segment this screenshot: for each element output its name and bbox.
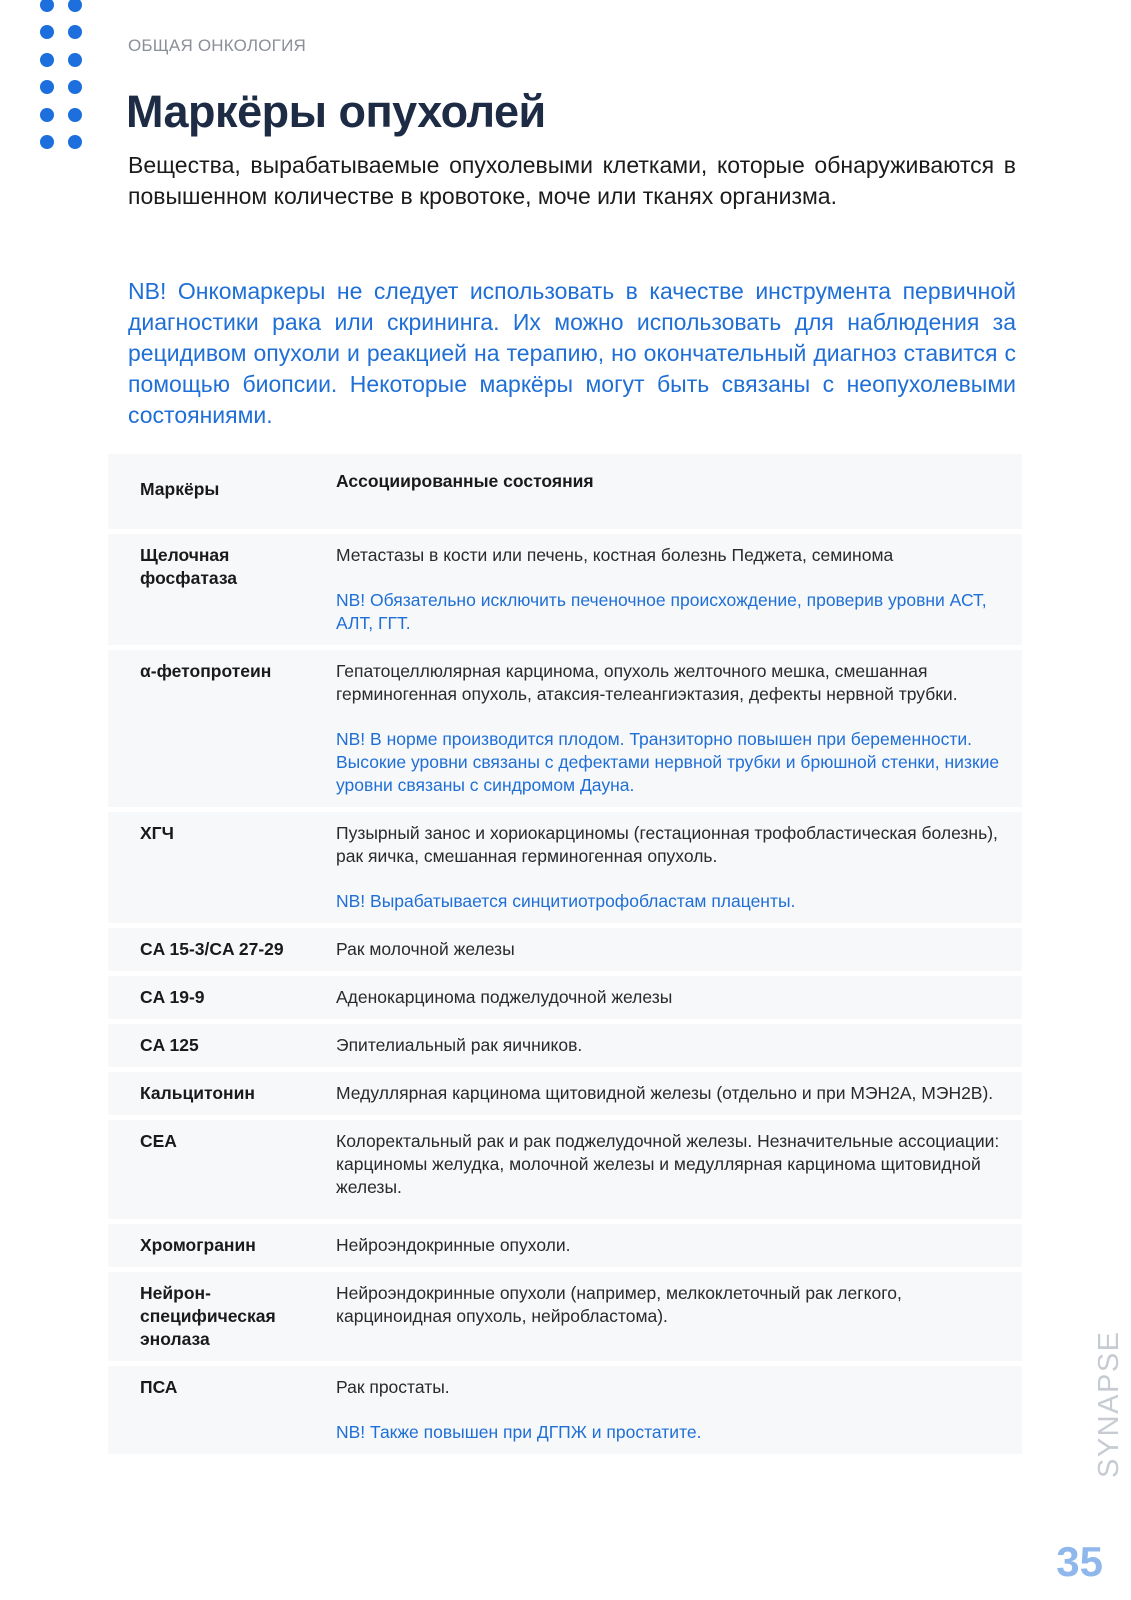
markers-table <box>108 454 1022 1459</box>
row-nb-note: NB! Вырабатывается синцитиотрофобластам плаценты. <box>336 891 796 911</box>
column-header-markers: Маркёры <box>108 454 336 529</box>
table-row <box>108 1120 1022 1219</box>
table-row <box>108 976 1022 1019</box>
page-number: 35 <box>1056 1538 1103 1585</box>
marker-name: Нейрон-специфическая энолаза <box>108 1272 336 1361</box>
table-row <box>108 1366 1022 1454</box>
marker-name: ХГЧ <box>108 812 336 923</box>
conditions-text: Рак простаты. <box>336 1377 450 1397</box>
marker-name: CA 15-3/CA 27-29 <box>108 928 336 971</box>
conditions-text: Аденокарцинома поджелудочной железы <box>336 976 1022 1019</box>
table-row <box>108 1024 1022 1067</box>
conditions-text: Эпителиальный рак яичников. <box>336 1024 1022 1067</box>
table-row <box>108 1072 1022 1115</box>
conditions-text: Гепатоцеллюлярная карцинома, опухоль желточного мешка, смешанная герминогенная опухоль, атаксия-телеангиэктазия, дефекты нервной трубки. <box>336 661 958 704</box>
marker-name: CA 19-9 <box>108 976 336 1019</box>
table-row <box>108 650 1022 807</box>
marker-name: α-фетопротеин <box>108 650 336 807</box>
conditions-text: Нейроэндокринные опухоли. <box>336 1224 1022 1267</box>
conditions-text: Метастазы в кости или печень, костная болезнь Педжета, семинома <box>336 545 894 565</box>
row-nb-note: NB! В норме производится плодом. Транзиторно повышен при беременности. Высокие уровни связаны с дефектами нервной трубки и брюшной стенки, низкие уровни связаны с синдромом Дауна. <box>336 729 1000 795</box>
conditions-text: Пузырный занос и хориокарциномы (гестационная трофобластическая болезнь), рак яичка, смешанная герминогенная опухоль. <box>336 823 998 866</box>
conditions-text: Медуллярная карцинома щитовидной железы (отдельно и при МЭН2А, МЭН2В). <box>336 1072 1022 1115</box>
marker-name: Щелочная фосфатаза <box>108 534 336 645</box>
table-row <box>108 812 1022 923</box>
row-nb-note: NB! Также повышен при ДГПЖ и простатите. <box>336 1422 702 1442</box>
table-row <box>108 534 1022 645</box>
marker-name: Хромогранин <box>108 1224 336 1267</box>
conditions-text: Рак молочной железы <box>336 928 1022 971</box>
table-row <box>108 1272 1022 1361</box>
conditions-text: Колоректальный рак и рак поджелудочной железы. Незначительные ассоциации: карциномы желудка, молочной железы и медуллярная карцинома щитовидной железы. <box>336 1120 1022 1219</box>
row-nb-note: NB! Обязательно исключить печеночное происхождение, проверив уровни АСТ, АЛТ, ГГТ. <box>336 590 987 633</box>
table-row <box>108 928 1022 971</box>
conditions-text: Нейроэндокринные опухоли (например, мелкоклеточный рак легкого, карциноидная опухоль, нейробластома). <box>336 1272 1022 1361</box>
marker-name: ПСА <box>108 1366 336 1454</box>
nb-note-paragraph: NB! Онкомаркеры не следует использовать в качестве инструмента первичной диагностики рака или скрининга. Их можно использовать для наблюдения за рецидивом опухоли и реакцией на терапию, но окончательный диагноз ставится с помощью биопсии. Некоторые маркёры могут быть связаны с неопухолевыми состояниями. <box>128 278 1016 428</box>
definition-paragraph: Вещества, вырабатываемые опухолевыми клетками, которые обнаруживаются в повышенном количестве в кровотоке, моче или тканях организма. <box>128 152 1016 209</box>
marker-name: CEA <box>108 1120 336 1219</box>
section-label: ОБЩАЯ ОНКОЛОГИЯ <box>128 36 306 55</box>
table-header-row <box>108 454 1022 529</box>
page-title: Маркёры опухолей <box>126 86 546 137</box>
marker-name: Кальцитонин <box>108 1072 336 1115</box>
brand-watermark: SYNAPSE <box>1093 1330 1125 1478</box>
column-header-conditions: Ассоциированные состояния <box>336 454 1022 529</box>
marker-name: CA 125 <box>108 1024 336 1067</box>
decorative-dots <box>40 0 86 158</box>
table-row <box>108 1224 1022 1267</box>
